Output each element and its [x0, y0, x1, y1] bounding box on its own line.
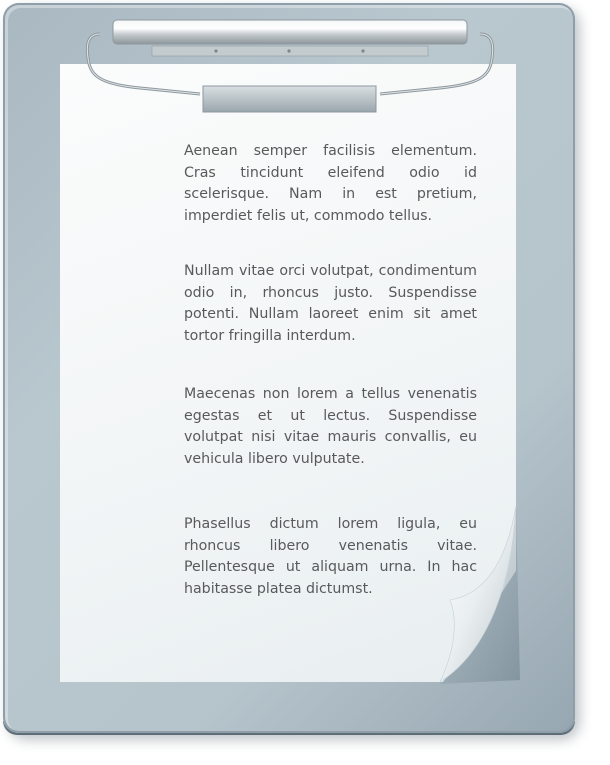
paragraph-4: Phasellus dictum lorem ligula, eu rhoncus libero venenatis vitae. Pellentesque ut aliquam urna. In hac habitasse platea dictumst.: [184, 516, 477, 597]
paragraph-3: Maecenas non lorem a tellus venenatis egestas et ut lectus. Suspendisse volutpat nisi vitae mauris convallis, eu vehicula libero vulputate.: [184, 386, 477, 467]
metal-clip: [80, 14, 500, 114]
paragraph-2: Nullam vitae orci volutpat, condimentum odio in, rhoncus justo. Suspendisse potenti. Nullam laoreet enim sit amet tortor fringilla interdum.: [184, 263, 477, 344]
paragraph-1: Aenean semper facilisis elementum. Cras tincidunt eleifend odio id scelerisque. Nam in est pretium, imperdiet felis ut, commodo tellus.: [184, 143, 477, 224]
